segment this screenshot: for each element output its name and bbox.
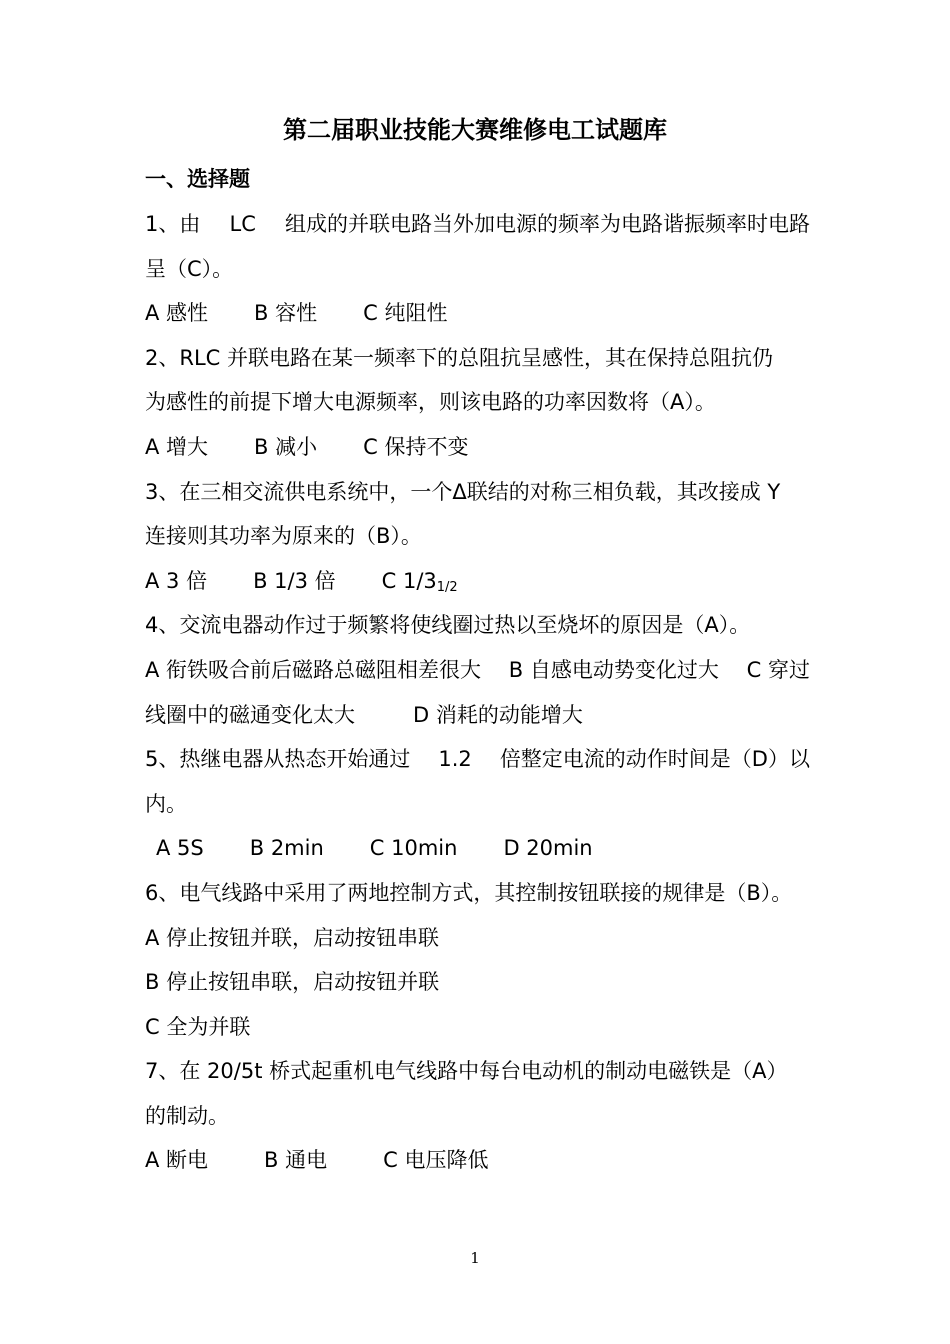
question-4-options-cont (145, 693, 810, 738)
option-b: B 1/3 倍 (253, 568, 336, 593)
section-heading: 一、选择题 (145, 167, 250, 191)
option-b: B 自感电动势变化过大 (508, 657, 719, 682)
option-b: B 容性 (254, 301, 318, 326)
question-3-text: 3、在三相交流供电系统中，一个Δ联结的对称三相负载，其改接成 Y (145, 479, 781, 504)
question-5-text: 5、热继电器从热态开始通过 1.2 倍整定电流的动作时间是（D）以 (145, 747, 810, 772)
question-6-option-c: C 全为并联 (145, 1014, 251, 1039)
option-a: A 衔铁吸合前后磁路总磁阻相差很大 (145, 657, 482, 682)
question-6-text: 6、电气线路中采用了两地控制方式，其控制按钮联接的规律是（B）。 (145, 880, 793, 905)
option-d: D 20min (503, 836, 593, 861)
option-a: A 3 倍 (145, 568, 208, 593)
option-a: A 增大 (145, 434, 209, 459)
option-c: C 电压降低 (383, 1148, 489, 1173)
option-c-subscript: 1/2 (436, 579, 458, 595)
option-c: C 保持不变 (363, 434, 469, 459)
question-5-text-cont: 内。 (145, 791, 187, 816)
question-3-text-cont: 连接则其功率为原来的（B）。 (145, 524, 422, 549)
question-1-options (145, 291, 810, 336)
question-2-text-cont: 为感性的前提下增大电源频率，则该电路的功率因数将（A）。 (145, 390, 716, 415)
question-list (145, 202, 810, 1183)
question-7-text-cont: 的制动。 (145, 1103, 229, 1128)
option-c: C 10min (369, 836, 458, 861)
question-5-options (145, 826, 810, 871)
page-title: 第二届职业技能大赛维修电工试题库 (283, 116, 667, 144)
option-a: A 断电 (145, 1148, 209, 1173)
question-6-option-b: B 停止按钮串联，启动按钮并联 (145, 970, 440, 995)
page-number: 1 (470, 1249, 480, 1267)
question-2-options (145, 425, 810, 470)
question-2-text: 2、RLC 并联电路在某一频率下的总阻抗呈感性，其在保持总阻抗仍 (145, 345, 773, 370)
question-4-text: 4、交流电器动作过于频繁将使线圈过热以至烧坏的原因是（A）。 (145, 613, 751, 638)
option-b: B 2min (249, 836, 324, 861)
option-a: A 5S (156, 836, 204, 861)
option-b: B 通电 (264, 1148, 328, 1173)
option-c-cont: 线圈中的磁通变化太大 (145, 702, 355, 727)
option-c: C 穿过 (746, 657, 810, 682)
question-3-options (145, 559, 810, 604)
option-c: C $1/3_{1/2}$ (381, 568, 458, 595)
question-1-text-cont: 呈（C）。 (145, 256, 234, 281)
option-a: A 感性 (145, 301, 209, 326)
question-7-options (145, 1138, 810, 1183)
option-c: C 纯阻性 (363, 301, 448, 326)
option-d: D 消耗的动能增大 (413, 702, 583, 727)
question-6-option-a: A 停止按钮并联，启动按钮串联 (145, 925, 440, 950)
question-7-text: 7、在 20/5t 桥式起重机电气线路中每台电动机的制动电磁铁是（A） (145, 1059, 788, 1084)
question-1-text: 1、由 LC 组成的并联电路当外加电源的频率为电路谐振频率时电路 (145, 212, 810, 236)
question-4-options (145, 648, 810, 693)
option-b: B 减小 (254, 434, 318, 459)
